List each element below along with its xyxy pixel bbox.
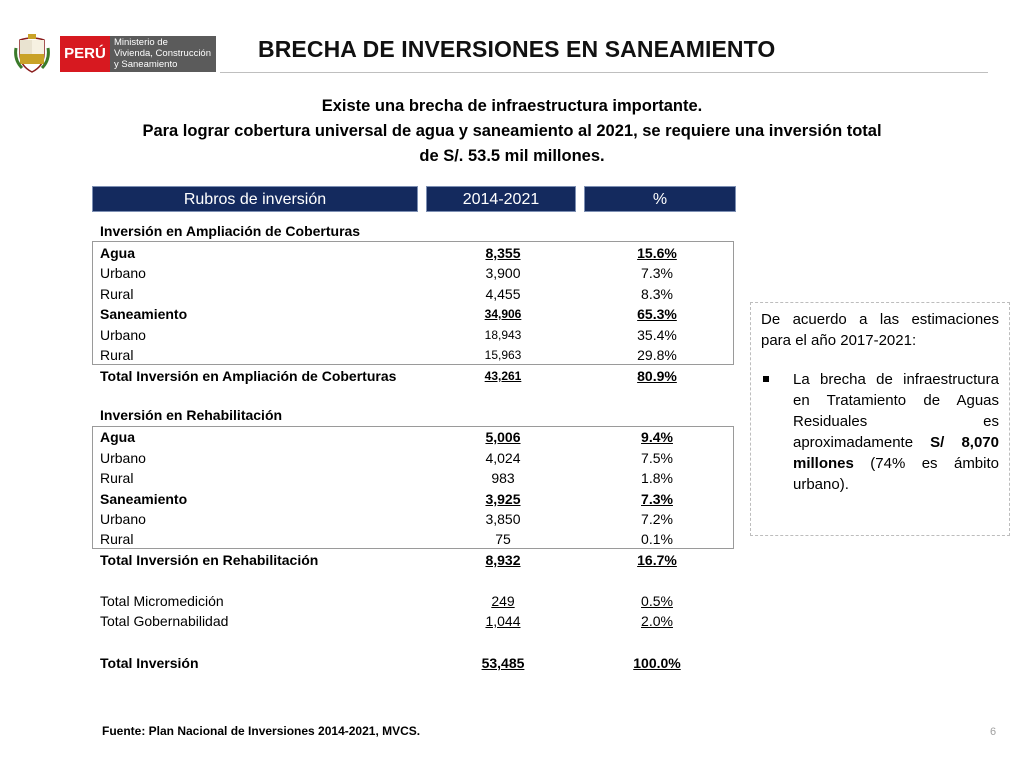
- column-header-rubros: Rubros de inversión: [92, 186, 418, 212]
- table-row-total-ampliacion: Total Inversión en Ampliación de Coberturas 43,261 80.9%: [100, 368, 677, 384]
- ministry-logo: [14, 34, 216, 74]
- table-row: Rural 15,963 29.8%: [100, 347, 677, 363]
- side-note: [750, 302, 1010, 536]
- column-header-period: 2014-2021: [426, 186, 576, 212]
- square-bullet-icon: [763, 376, 769, 382]
- table-row: Rural 75 0.1%: [100, 531, 673, 547]
- section-title-rehabilitacion: Inversión en Rehabilitación: [100, 407, 283, 423]
- table-row: Urbano 4,024 7.5%: [100, 450, 673, 466]
- side-note-bullet: La brecha de infraestructura en Tratamiento de Aguas Residuales es aproximadamente S/ 8,070 millones (74% es ámbito urbano).: [761, 369, 999, 495]
- table-row-micromedicion: Total Micromedición 249 0.5%: [100, 593, 673, 609]
- section-title-ampliacion: Inversión en Ampliación de Coberturas: [100, 223, 361, 239]
- table-row: Rural 983 1.8%: [100, 470, 673, 486]
- peru-label: PERÚ: [60, 36, 110, 72]
- page-number: 6: [990, 726, 997, 738]
- table-row: Agua 8,355 15.6%: [100, 245, 677, 261]
- table-row: Urbano 3,900 7.3%: [100, 265, 673, 281]
- source-note: Fuente: Plan Nacional de Inversiones 2014-2021, MVCS.: [102, 724, 421, 738]
- column-header-percent: %: [584, 186, 736, 212]
- table-row: Urbano 18,943 35.4%: [100, 327, 677, 343]
- intro-text: Existe una brecha de infraestructura importante. Para lograr cobertura universal de agua y saneamiento al 2021, se requiere una inversión total de S/. 53.5 mil millones.: [142, 97, 882, 165]
- table-row: Rural 4,455 8.3%: [100, 286, 673, 302]
- table-row: Saneamiento 34,906 65.3%: [100, 306, 677, 322]
- coat-of-arms-icon: [14, 34, 50, 74]
- title-divider: [220, 72, 988, 73]
- table-row: Urbano 3,850 7.2%: [100, 511, 673, 527]
- page-title: BRECHA DE INVERSIONES EN SANEAMIENTO: [258, 36, 776, 62]
- side-note-intro: De acuerdo a las estimaciones para el año 2017-2021:: [761, 311, 999, 349]
- table-row-gobernabilidad: Total Gobernabilidad 1,044 2.0%: [100, 613, 673, 629]
- table-row-grand-total: Total Inversión 53,485 100.0%: [100, 655, 681, 671]
- table-row-total-rehabilitacion: Total Inversión en Rehabilitación 8,932 16.7%: [100, 552, 677, 568]
- table-row: Agua 5,006 9.4%: [100, 429, 673, 445]
- ministry-label: Ministerio de Vivienda, Construcción y Saneamiento: [110, 36, 216, 72]
- table-row: Saneamiento 3,925 7.3%: [100, 491, 673, 507]
